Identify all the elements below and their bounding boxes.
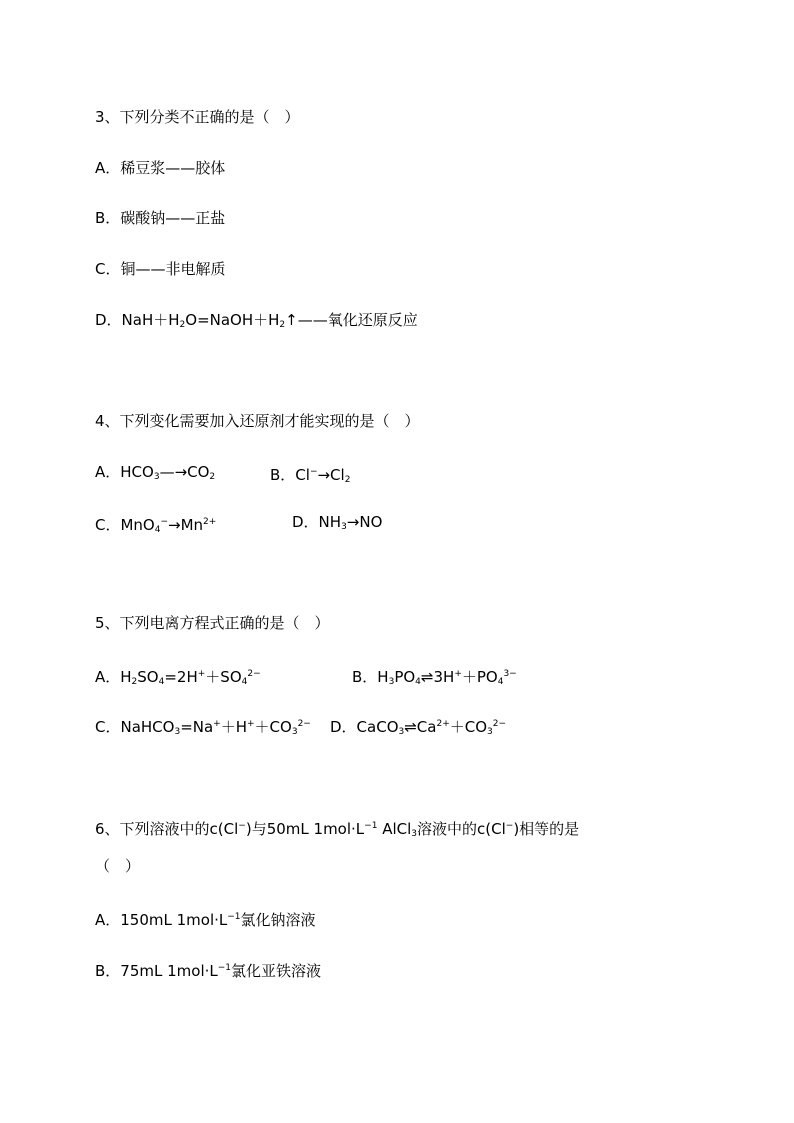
q4-stem: 4、下列变化需要加入还原剂才能实现的是（ ） — [95, 412, 420, 430]
q6-option-a: A．150mL $1mol\cdot L^{-1}$氯化钠溶液 — [95, 911, 316, 929]
q4-option-d: D．NH3→NO — [292, 513, 383, 532]
q3-option-a: A．稀豆浆——胶体 — [95, 159, 226, 177]
q5-option-c: C．$NaHCO3=Na^++H^++CO3^{2-}$ — [95, 718, 311, 737]
q3-option-b: B．碳酸钠——正盐 — [95, 209, 226, 227]
q3-option-c: C．铜——非电解质 — [95, 260, 226, 278]
q6-option-b: B．75mL $1mol\cdot L^{-1}$氯化亚铁溶液 — [95, 962, 322, 980]
q3-stem: 3、下列分类不正确的是（ ） — [95, 108, 300, 126]
q5-stem: 5、下列电离方程式正确的是（ ） — [95, 614, 330, 632]
q4-option-b: B．Cl−→Cl2 — [270, 466, 351, 485]
q3-option-d: D．NaH＋H2O=NaOH＋H2↑——氧化还原反应 — [95, 311, 418, 330]
q6-stem: 6、下列溶液中的c(Cl−)与50mL $1mol\cdot L^{-1}$ AlCl3溶液中的c(Cl−)相等的是 — [95, 820, 580, 839]
q5-option-a: A．$H2SO4=2H^++SO4^{2-}$ — [95, 668, 261, 687]
q5-option-b: B．$H3PO4\rightleftharpoons 3H^++PO4^{3-}$ — [352, 668, 517, 687]
q6-stem-line2: （ ） — [95, 857, 141, 875]
q4-option-c: C．$MnO4^-\to Mn^{2+}$ — [95, 516, 217, 535]
q5-option-d: D．$CaCO3\rightleftharpoons Ca^{2+}+CO3^{2-}$ — [330, 718, 507, 737]
q4-option-a: A．HCO3—→CO2 — [95, 463, 216, 482]
